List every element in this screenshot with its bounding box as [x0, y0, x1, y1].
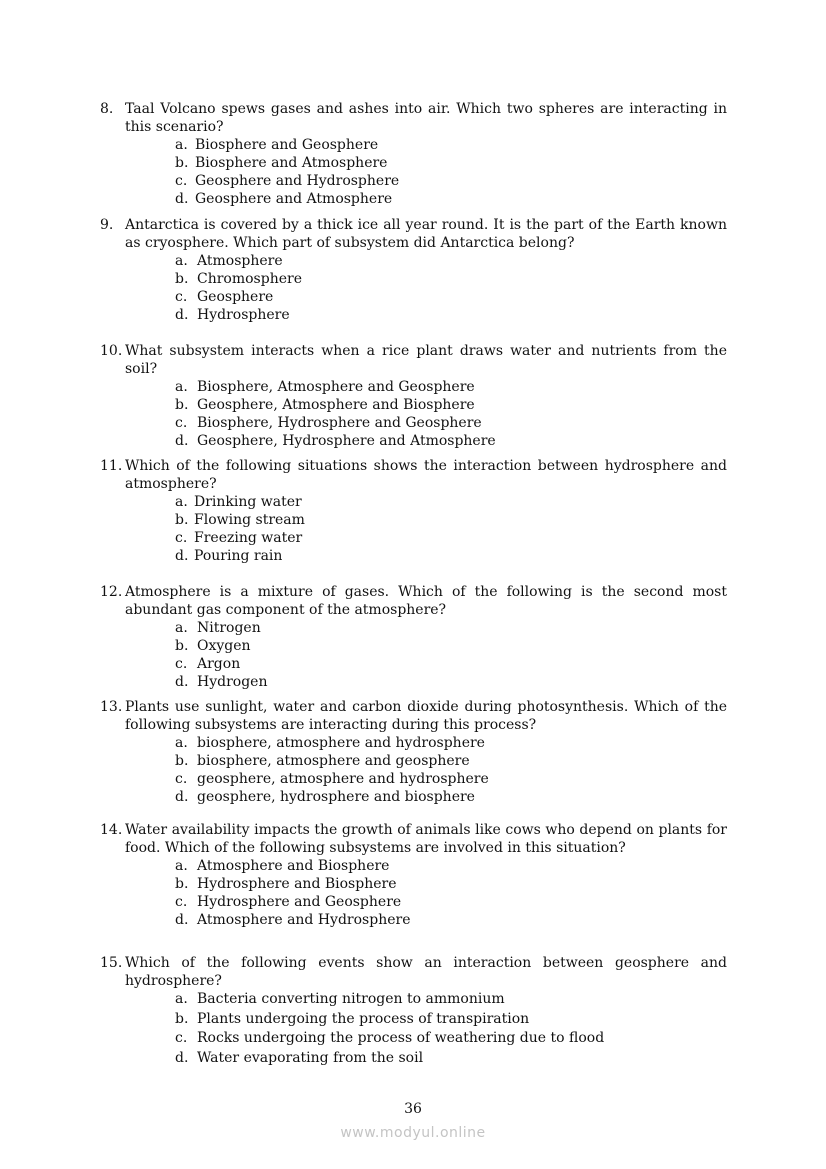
option-letter: c.: [175, 656, 188, 672]
option-letter: d.: [175, 674, 189, 690]
question-stem: [100, 821, 727, 857]
option-letter: b.: [175, 876, 189, 892]
option-text: Bacteria converting nitrogen to ammonium: [197, 991, 505, 1007]
question-13: [100, 698, 727, 806]
question-number: 10.: [100, 343, 123, 359]
option-text: Flowing stream: [194, 512, 305, 528]
option: [175, 306, 727, 324]
question-text: Atmosphere is a mixture of gases. Which of the following is the second most abundant gas component of the atmosphere?: [125, 584, 727, 618]
question-text: Antarctica is covered by a thick ice all year round. It is the part of the Earth known as cryosphere. Which part of subsystem did Antarctica belong?: [125, 217, 727, 251]
option: [175, 788, 727, 806]
option-letter: d.: [175, 1049, 189, 1066]
option-letter: b.: [175, 638, 189, 654]
option-letter: d.: [175, 548, 189, 564]
option: [175, 734, 727, 752]
question-number: 9.: [100, 217, 114, 233]
option: [175, 655, 727, 673]
option-text: Atmosphere: [197, 253, 283, 269]
question-text: Taal Volcano spews gases and ashes into air. Which two spheres are interacting in this scenario?: [125, 101, 727, 135]
option: [175, 190, 727, 208]
option: [175, 529, 727, 547]
question-stem: [100, 698, 727, 734]
option: [175, 673, 727, 691]
option-letter: d.: [175, 433, 189, 449]
option: [175, 875, 727, 893]
question-number: 14.: [100, 822, 123, 838]
options: [175, 990, 727, 1068]
option-letter: c.: [175, 173, 188, 189]
option-letter: a.: [175, 735, 188, 751]
option-letter: b.: [175, 397, 189, 413]
options: [175, 734, 727, 806]
options: [175, 619, 727, 691]
option: [175, 1010, 727, 1030]
question-14: [100, 821, 727, 929]
option-text: Geosphere, Hydrosphere and Atmosphere: [197, 433, 496, 449]
option-text: Hydrosphere and Geosphere: [197, 894, 402, 910]
option: [175, 172, 727, 190]
option: [175, 893, 727, 911]
option-text: Atmosphere and Biosphere: [197, 858, 390, 874]
option-text: geosphere, atmosphere and hydrosphere: [197, 771, 489, 787]
option: [175, 752, 727, 770]
option-text: Geosphere, Atmosphere and Biosphere: [197, 397, 475, 413]
option: [175, 1029, 727, 1049]
option: [175, 270, 727, 288]
option: [175, 288, 727, 306]
option: [175, 511, 727, 529]
option-letter: b.: [175, 512, 189, 528]
option: [175, 857, 727, 875]
question-15: [100, 954, 727, 1068]
option-text: Hydrosphere: [197, 307, 290, 323]
option: [175, 432, 727, 450]
option-letter: a.: [175, 494, 188, 510]
option-text: Biosphere, Atmosphere and Geosphere: [197, 379, 475, 395]
option-text: Nitrogen: [197, 620, 261, 636]
options: [175, 136, 727, 208]
option-letter: d.: [175, 789, 189, 805]
question-text: Water availability impacts the growth of animals like cows who depend on plants for food. Which of the following subsystems are involved in this situation?: [125, 822, 727, 856]
question-number: 13.: [100, 699, 123, 715]
question-12: [100, 583, 727, 691]
option-letter: c.: [175, 894, 188, 910]
option: [175, 396, 727, 414]
watermark: www.modyul.online: [340, 1125, 486, 1141]
question-number: 11.: [100, 458, 123, 474]
option-text: geosphere, hydrosphere and biosphere: [197, 789, 475, 805]
option-text: Geosphere: [197, 289, 274, 305]
question-stem: [100, 216, 727, 252]
option-letter: d.: [175, 307, 189, 323]
option: [175, 136, 727, 154]
question-stem: [100, 342, 727, 378]
question-number: 15.: [100, 955, 123, 971]
option: [175, 378, 727, 396]
question-text: Which of the following events show an interaction between geosphere and hydrosphere?: [125, 955, 727, 989]
option-text: Atmosphere and Hydrosphere: [197, 912, 411, 928]
option-letter: b.: [175, 753, 189, 769]
option-letter: d.: [175, 912, 189, 928]
question-stem: [100, 583, 727, 619]
option-text: Hydrosphere and Biosphere: [197, 876, 397, 892]
option-text: Hydrogen: [197, 674, 268, 690]
option-letter: b.: [175, 271, 189, 287]
option-letter: c.: [175, 530, 188, 546]
option-letter: a.: [175, 991, 188, 1007]
option: [175, 252, 727, 270]
option-text: Biosphere and Geosphere: [195, 137, 379, 153]
option-letter: a.: [175, 379, 188, 395]
option-text: Oxygen: [197, 638, 251, 654]
option: [175, 414, 727, 432]
question-number: 8.: [100, 101, 114, 117]
question-stem: [100, 954, 727, 990]
option-text: Biosphere and Atmosphere: [195, 155, 388, 171]
question-number: 12.: [100, 584, 123, 600]
option-text: Rocks undergoing the process of weathering due to flood: [197, 1030, 605, 1046]
option: [175, 154, 727, 172]
option-text: Water evaporating from the soil: [197, 1049, 424, 1066]
question-11: [100, 457, 727, 565]
option-text: biosphere, atmosphere and hydrosphere: [197, 735, 485, 751]
option-text: Geosphere and Hydrosphere: [195, 173, 400, 189]
question-stem: [100, 457, 727, 493]
option-letter: d.: [175, 191, 189, 207]
option-text: Biosphere, Hydrosphere and Geosphere: [197, 415, 482, 431]
option-letter: b.: [175, 155, 189, 171]
page-number: 36: [404, 1101, 422, 1117]
question-10: [100, 342, 727, 450]
option-letter: c.: [175, 415, 188, 431]
option-letter: a.: [175, 137, 188, 153]
option-text: Pouring rain: [194, 548, 283, 564]
option-letter: c.: [175, 1030, 188, 1046]
question-text: Plants use sunlight, water and carbon dioxide during photosynthesis. Which of the following subsystems are interacting during this process?: [125, 699, 727, 733]
option: [175, 990, 727, 1010]
option-text: Argon: [197, 656, 241, 672]
option-text: Plants undergoing the process of transpiration: [197, 1010, 530, 1027]
option: [175, 493, 727, 511]
question-stem: [100, 100, 727, 136]
question-text: What subsystem interacts when a rice plant draws water and nutrients from the soil?: [125, 343, 727, 377]
option: [175, 770, 727, 788]
option: [175, 911, 727, 929]
option-letter: c.: [175, 771, 188, 787]
option: [175, 547, 727, 565]
option-letter: c.: [175, 289, 188, 305]
options: [175, 857, 727, 929]
options: [175, 378, 727, 450]
option-text: Drinking water: [194, 494, 302, 510]
option-letter: a.: [175, 858, 188, 874]
question-8: [100, 100, 727, 208]
option-text: biosphere, atmosphere and geosphere: [197, 753, 470, 769]
option-letter: b.: [175, 1010, 189, 1027]
option-text: Freezing water: [194, 530, 303, 546]
option: [175, 1049, 727, 1069]
option-text: Geosphere and Atmosphere: [195, 191, 393, 207]
options: [175, 252, 727, 324]
option: [175, 637, 727, 655]
option-text: Chromosphere: [197, 271, 302, 287]
option-letter: a.: [175, 253, 188, 269]
options: [175, 493, 727, 565]
question-9: [100, 216, 727, 324]
question-text: Which of the following situations shows the interaction between hydrosphere and atmosphere?: [125, 458, 727, 492]
option: [175, 619, 727, 637]
option-letter: a.: [175, 620, 188, 636]
